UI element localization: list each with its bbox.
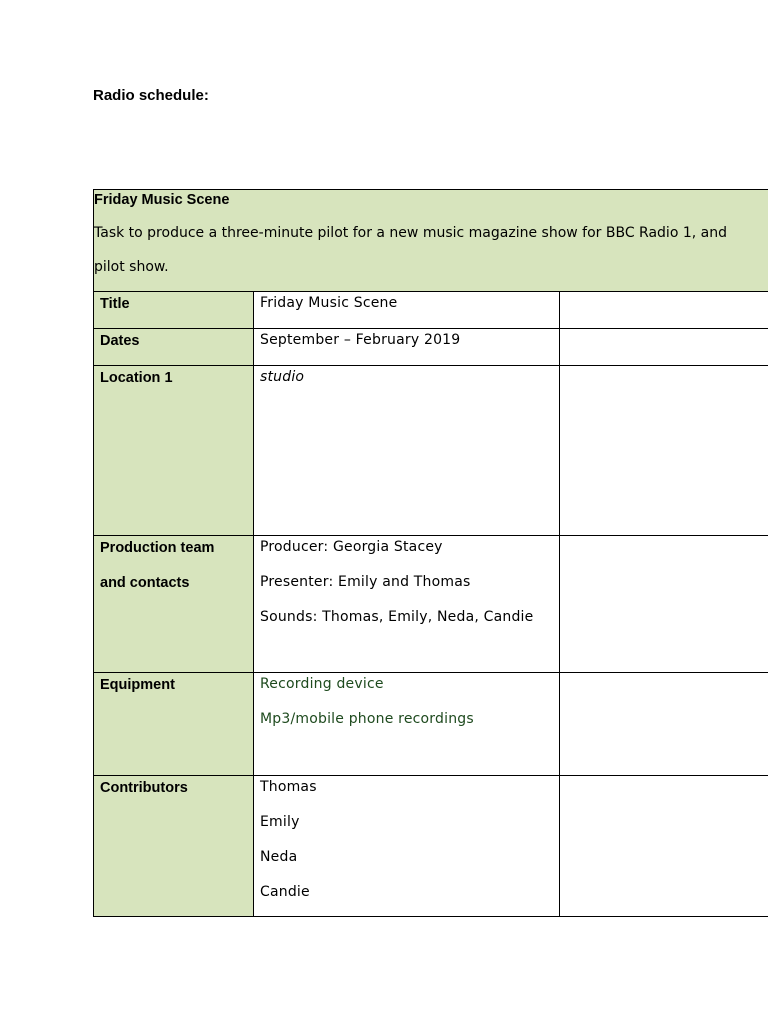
- dates-row: [94, 329, 768, 366]
- production-team-label-line-1: Production team: [100, 540, 215, 556]
- schedule-header-cell: [94, 190, 768, 292]
- title-value-cell: [254, 292, 560, 329]
- contributors-notes-cell: [560, 776, 768, 917]
- location-value: studio: [260, 369, 305, 385]
- sounds-value: Sounds: Thomas, Emily, Neda, Candie: [260, 609, 534, 625]
- equipment-row: [94, 673, 768, 776]
- location-label-cell: [94, 366, 254, 536]
- equipment-item: Mp3/mobile phone recordings: [260, 711, 474, 727]
- task-description-line-1: Task to produce a three-minute pilot for a new music magazine show for BBC Radio 1, and: [94, 225, 727, 241]
- dates-label-cell: [94, 329, 254, 366]
- equipment-label: Equipment: [100, 677, 175, 693]
- dates-label: Dates: [100, 333, 140, 349]
- dates-value: September – February 2019: [260, 332, 461, 348]
- production-team-row: [94, 536, 768, 673]
- contributors-label-cell: [94, 776, 254, 917]
- production-team-value-cell: [254, 536, 560, 673]
- production-team-label-line-2: and contacts: [100, 575, 190, 591]
- equipment-item: Recording device: [260, 676, 384, 692]
- document-heading: Radio schedule:: [93, 87, 209, 104]
- title-row: [94, 292, 768, 329]
- contributor-name: Emily: [260, 814, 300, 830]
- radio-schedule-table: [93, 189, 768, 917]
- location-label: Location 1: [100, 370, 173, 386]
- contributor-name: Candie: [260, 884, 310, 900]
- location-notes-cell: [560, 366, 768, 536]
- schedule-header-row: [94, 190, 768, 292]
- dates-notes-cell: [560, 329, 768, 366]
- title-label: Title: [100, 296, 130, 312]
- title-label-cell: [94, 292, 254, 329]
- location-row: [94, 366, 768, 536]
- contributor-name: Neda: [260, 849, 298, 865]
- dates-value-cell: [254, 329, 560, 366]
- equipment-value-cell: [254, 673, 560, 776]
- contributors-label: Contributors: [100, 780, 188, 796]
- production-team-notes-cell: [560, 536, 768, 673]
- equipment-label-cell: [94, 673, 254, 776]
- title-value: Friday Music Scene: [260, 295, 398, 311]
- show-name: Friday Music Scene: [94, 192, 230, 208]
- title-notes-cell: [560, 292, 768, 329]
- producer-value: Producer: Georgia Stacey: [260, 539, 443, 555]
- presenter-value: Presenter: Emily and Thomas: [260, 574, 471, 590]
- contributor-name: Thomas: [260, 779, 317, 795]
- contributors-value-cell: [254, 776, 560, 917]
- task-description-line-2: pilot show.: [94, 259, 169, 275]
- contributors-row: [94, 776, 768, 917]
- location-value-cell: [254, 366, 560, 536]
- equipment-notes-cell: [560, 673, 768, 776]
- production-team-label-cell: [94, 536, 254, 673]
